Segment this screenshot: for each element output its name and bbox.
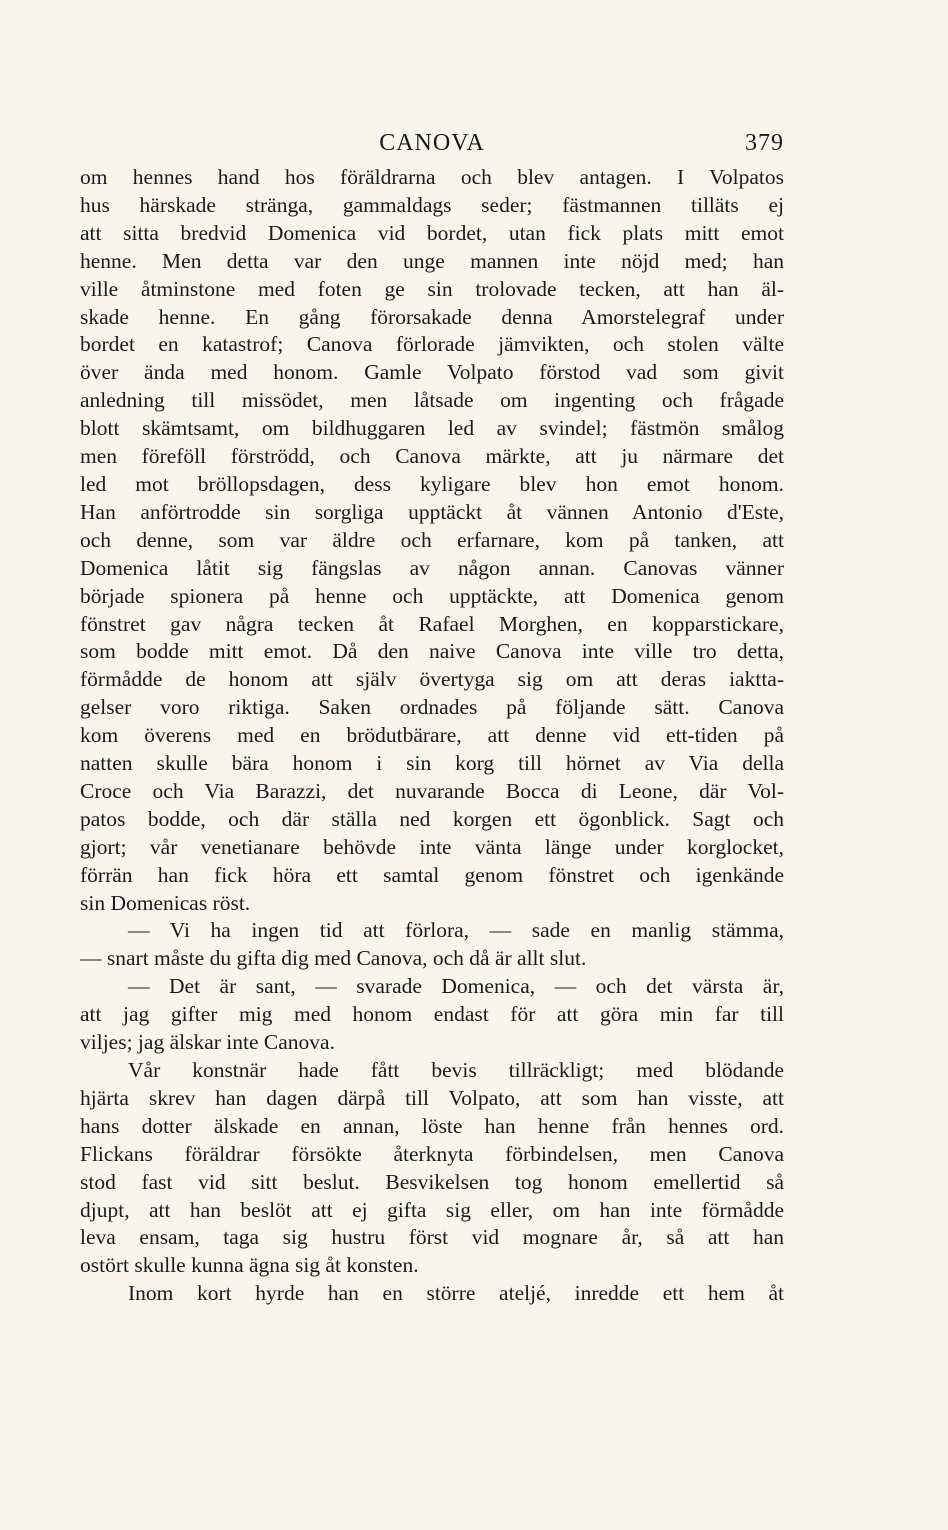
text-line: skade henne. En gång förorsakade denna Amorstelegraf under	[80, 304, 784, 329]
text-line: förrän han fick höra ett samtal genom fönstret och igenkände	[80, 862, 784, 887]
text-line: hans dotter älskade en annan, löste han henne från hennes ord.	[80, 1113, 784, 1138]
text-line: — snart måste du gifta dig med Canova, och då är allt slut.	[80, 946, 587, 971]
text-line: led mot bröllopsdagen, dess kyligare blev hon emot honom.	[80, 471, 784, 496]
text-line: djupt, att han beslöt att ej gifta sig eller, om han inte förmådde	[80, 1197, 784, 1222]
text-line: — Det är sant, — svarade Domenica, — och det värsta är,	[128, 974, 784, 999]
text-line: patos bodde, och där ställa ned korgen ett ögonblick. Sagt och	[80, 806, 784, 831]
text-line: stod fast vid sitt beslut. Besvikelsen tog honom emellertid så	[80, 1169, 784, 1194]
text-line: förmådde de honom att själv övertyga sig om att deras iaktta-	[80, 667, 784, 692]
text-line: Han anförtrodde sin sorgliga upptäckt åt vännen Antonio d'Este,	[80, 499, 784, 524]
text-line: leva ensam, taga sig hustru först vid mognare år, så att han	[80, 1225, 784, 1250]
text-line: anledning till missödet, men låtsade om ingenting och frågade	[80, 388, 784, 413]
running-title: CANOVA	[379, 130, 485, 156]
text-line: som bodde mitt emot. Då den naive Canova inte ville tro detta,	[80, 639, 784, 664]
text-line: att sitta bredvid Domenica vid bordet, utan fick plats mitt emot	[80, 220, 784, 245]
text-line: bordet en katastrof; Canova förlorade jämvikten, och stolen välte	[80, 332, 784, 357]
text-line: viljes; jag älskar inte Canova.	[80, 1030, 335, 1055]
page-number: 379	[745, 130, 784, 156]
running-head	[80, 130, 784, 164]
text-line: Croce och Via Barazzi, det nuvarande Bocca di Leone, där Vol-	[80, 778, 784, 803]
text-line: men föreföll förströdd, och Canova märkte, att ju närmare det	[80, 444, 784, 469]
text-line: Inom kort hyrde han en större ateljé, inredde ett hem åt	[128, 1281, 784, 1306]
text-line: hjärta skrev han dagen därpå till Volpato, att som han visste, att	[80, 1085, 784, 1110]
text-line: ostört skulle kunna ägna sig åt konsten.	[80, 1253, 419, 1278]
text-line: natten skulle bära honom i sin korg till hörnet av Via della	[80, 751, 784, 776]
text-line: om hennes hand hos föräldrarna och blev antagen. I Volpatos	[80, 165, 784, 189]
book-page	[80, 130, 784, 1308]
text-line: sin Domenicas röst.	[80, 890, 251, 915]
body-text	[80, 164, 784, 1308]
text-line: över ända med honom. Gamle Volpato förstod vad som givit	[80, 360, 784, 385]
text-line: kom överens med en brödutbärare, att denne vid ett-tiden på	[80, 723, 784, 748]
text-line: gelser voro riktiga. Saken ordnades på följande sätt. Canova	[80, 695, 784, 720]
text-line: Domenica låtit sig fängslas av någon annan. Canovas vänner	[80, 555, 784, 580]
text-line: Flickans föräldrar försökte återknyta förbindelsen, men Canova	[80, 1141, 784, 1166]
text-line: att jag gifter mig med honom endast för att göra min far till	[80, 1002, 784, 1027]
text-line: fönstret gav några tecken åt Rafael Morghen, en kopparstickare,	[80, 611, 784, 636]
text-line: blott skämtsamt, om bildhuggaren led av svindel; fästmön smålog	[80, 416, 784, 441]
text-line: henne. Men detta var den unge mannen inte nöjd med; han	[80, 248, 784, 273]
text-line: och denne, som var äldre och erfarnare, kom på tanken, att	[80, 527, 784, 552]
text-line: — Vi ha ingen tid att förlora, — sade en manlig stämma,	[128, 918, 784, 943]
text-line: hus härskade stränga, gammaldags seder; fästmannen tilläts ej	[80, 192, 784, 217]
text-line: gjort; vår venetianare behövde inte vänta länge under korglocket,	[80, 834, 784, 859]
text-line: började spionera på henne och upptäckte, att Domenica genom	[80, 583, 784, 608]
text-line: ville åtminstone med foten ge sin trolovade tecken, att han äl-	[80, 276, 784, 301]
text-line: Vår konstnär hade fått bevis tillräckligt; med blödande	[128, 1058, 784, 1082]
